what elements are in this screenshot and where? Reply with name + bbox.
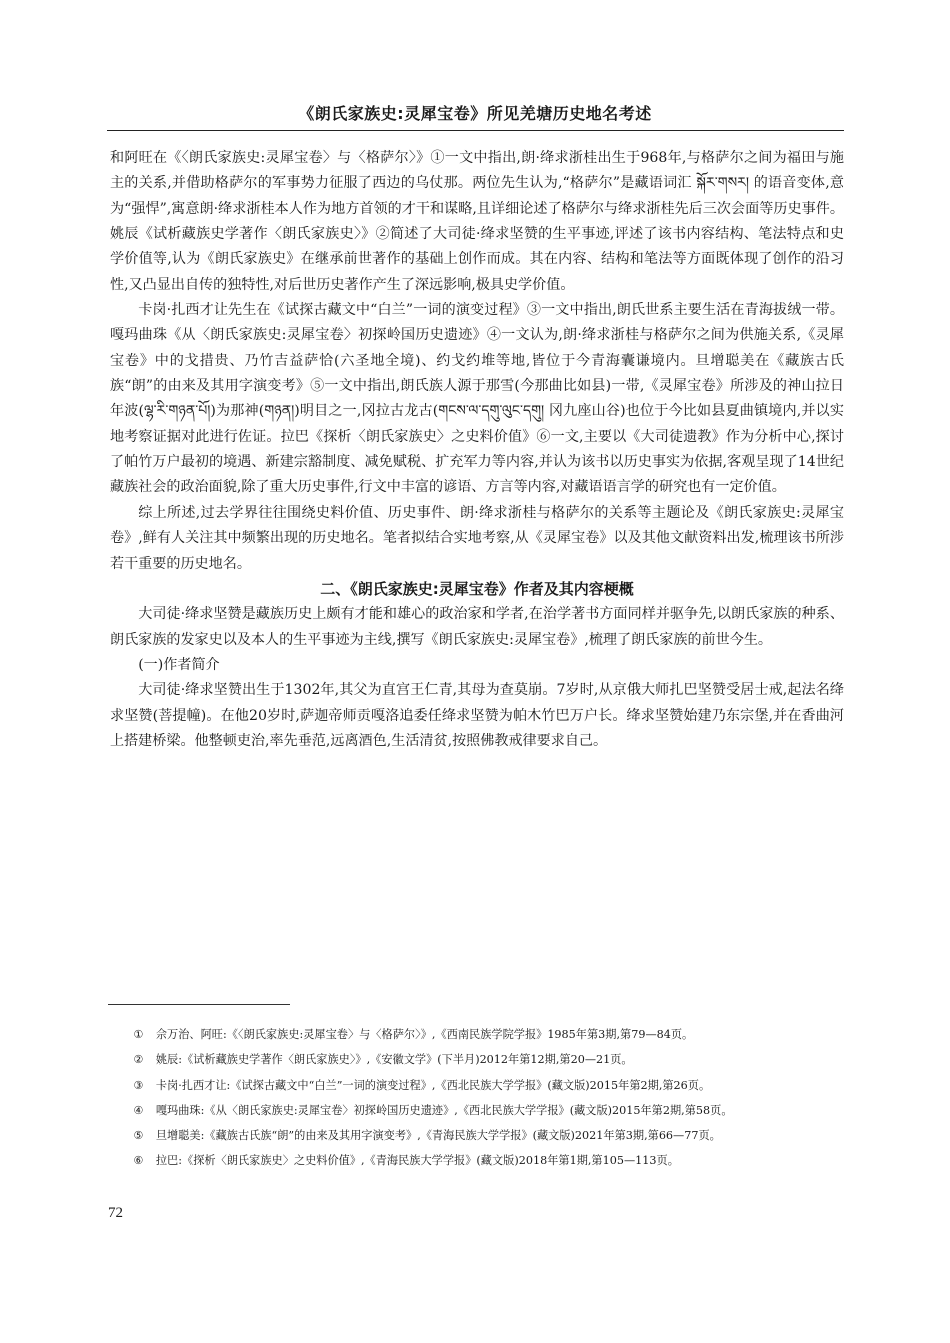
footnote — [110, 1151, 844, 1172]
footnote-text: 卡岗·扎西才让:《试探古藏文中“白兰”一词的演变过程》,《西北民族大学学报》(藏文版)2015年第2期,第26页。 — [155, 1078, 711, 1092]
footnote-mark: ④ — [133, 1103, 144, 1117]
footnote — [110, 1050, 844, 1071]
footnote — [110, 1101, 844, 1122]
footnote-mark: ① — [133, 1028, 144, 1041]
footnote-text: 嘎玛曲珠:《从〈朗氏家族史:灵犀宝卷〉初探岭国历史遗迹》,《西北民族大学学报》(藏文版)2015年第2期,第58页。 — [155, 1103, 733, 1117]
header-rule — [107, 130, 844, 131]
footnote — [110, 1126, 844, 1147]
page-number: 72 — [108, 1205, 123, 1221]
footnote-mark: ⑤ — [133, 1129, 144, 1143]
footnote-mark: ② — [133, 1053, 144, 1067]
section-heading: 二、《朗氏家族史:灵犀宝卷》作者及其内容梗概 — [320, 579, 634, 598]
footnotes — [110, 1025, 844, 1177]
paragraph: 卡岗·扎西才让先生在《试探古藏文中“白兰”一词的演变过程》③一文中指出,朗氏世系主要生活在青海拔绒一带。嘎玛曲珠《从〈朗氏家族史:灵犀宝卷〉初探岭国历史遗迹》④一文认为,朗·绛求浙桂与格萨尔之间为供施关系,《灵犀宝卷》中的戈措贵、乃竹吉益萨恰(六圣地全境)、约戈约堆等地,皆位于今青海囊谦境内。旦增聪美在《藏族古氏族“朗”的由来及其用字演变考》⑤一文中指出,朗氏族人源于那雪(今那曲比如县)一带,《灵犀宝卷》所涉及的神山拉日年波(ལྷ་རི་གཉན་པོ།)为那神(གཉན།)明目之一,冈拉古龙古(གངས་ལ་དགུ་ལུང་དགུ། 冈九座山谷)也位于今比如县夏曲镇境内,并以实地考察证据对此进行佐证。拉巴《探析〈朗氏家族史〉之史料价值》⑥一文,主要以《大司徒遗教》作为分析中心,探讨了帕竹万户最初的境遇、新建宗豁制度、减免赋税、扩充军力等内容,并认为该书以历史事实为依据,客观呈现了14世纪藏族社会的政治面貌,除了重大历史事件,行文中丰富的谚语、方言等内容,对藏语语言学的研究也有一定价值。 — [110, 302, 844, 496]
paragraph: 和阿旺在《〈朗氏家族史:灵犀宝卷〉与〈格萨尔〉》①一文中指出,朗·绛求浙桂出生于968年,与格萨尔之间为福田与施主的关系,并借助格萨尔的军事势力征服了西边的乌仗那。两位先生认为,“格萨尔”是藏语词汇 སྐོར་གསར། 的语音变体,意为“强悍”,寓意朗·绛求浙桂本人作为地方首领的才干和谋略,且详细论述了格萨尔与绛求浙桂先后三次会面等历史事件。姚辰《试析藏族史学著作〈朗氏家族史〉》②简述了大司徒·绛求坚赞的生平事迹,评述了该书内容结构、笔法特点和史学价值等,认为《朗氏家族史》在继承前世著作的基础上创作而成。其在内容、结构和笔法等方面既体现了创作的沿习性,又凸显出自传的独特性,对后世历史著作产生了深远影响,极具史学价值。 — [110, 150, 844, 293]
footnote-mark: ⑥ — [133, 1154, 144, 1168]
footnote-mark: ③ — [133, 1078, 144, 1092]
footnote — [110, 1076, 844, 1097]
footnote-text: 旦增聪美:《藏族古氏族“朗”的由来及其用字演变考》,《青海民族大学学报》(藏文版)2021年第3期,第66—77页。 — [155, 1129, 721, 1143]
subsection-heading: (一)作者简介 — [138, 656, 220, 673]
footnote-rule — [108, 1004, 290, 1005]
paragraph: 大司徒·绛求坚赞出生于1302年,其父为直宫王仁青,其母为查莫崩。7岁时,从京俄大师扎巴坚赞受居士戒,起法名绛求坚赞(菩提幢)。在他20岁时,萨迦帝师贡嘎洛追委任绛求坚赞为帕木竹巴万户长。绛求坚赞始建乃东宗堡,并在香曲河上搭建桥梁。他整顿吏治,率先垂范,远离酒色,生活清贫,按照佛教戒律要求自己。 — [110, 682, 844, 749]
footnote-text: 姚辰:《试析藏族史学著作〈朗氏家族史〉》,《安徽文学》(下半月)2012年第12期,第20—21页。 — [155, 1053, 633, 1067]
running-title: 《朗氏家族史:灵犀宝卷》所见羌塘历史地名考述 — [298, 104, 652, 123]
paragraph: 综上所述,过去学界往往围绕史料价值、历史事件、朗·绛求浙桂与格萨尔的关系等主题论及《朗氏家族史:灵犀宝卷》,鲜有人关注其中频繁出现的历史地名。笔者拟结合实地考察,从《灵犀宝卷》以及其他文献资料出发,梳理该书所涉若干重要的历史地名。 — [110, 504, 844, 572]
paragraph: 大司徒·绛求坚赞是藏族历史上颇有才能和雄心的政治家和学者,在治学著书方面同样并驱争先,以朗氏家族的种系、朗氏家族的发家史以及本人的生平事迹为主线,撰写《朗氏家族史:灵犀宝卷》,梳理了朗氏家族的前世今生。 — [110, 606, 844, 648]
footnote — [110, 1025, 844, 1046]
footnote-text: 佘万治、阿旺:《〈朗氏家族史:灵犀宝卷〉与〈格萨尔〉》,《西南民族学院学报》1985年第3期,第79—84页。 — [155, 1028, 694, 1041]
main-body — [110, 146, 844, 754]
footnote-text: 拉巴:《探析〈朗氏家族史〉之史料价值》,《青海民族大学学报》(藏文版)2018年第1期,第105—113页。 — [155, 1154, 679, 1168]
